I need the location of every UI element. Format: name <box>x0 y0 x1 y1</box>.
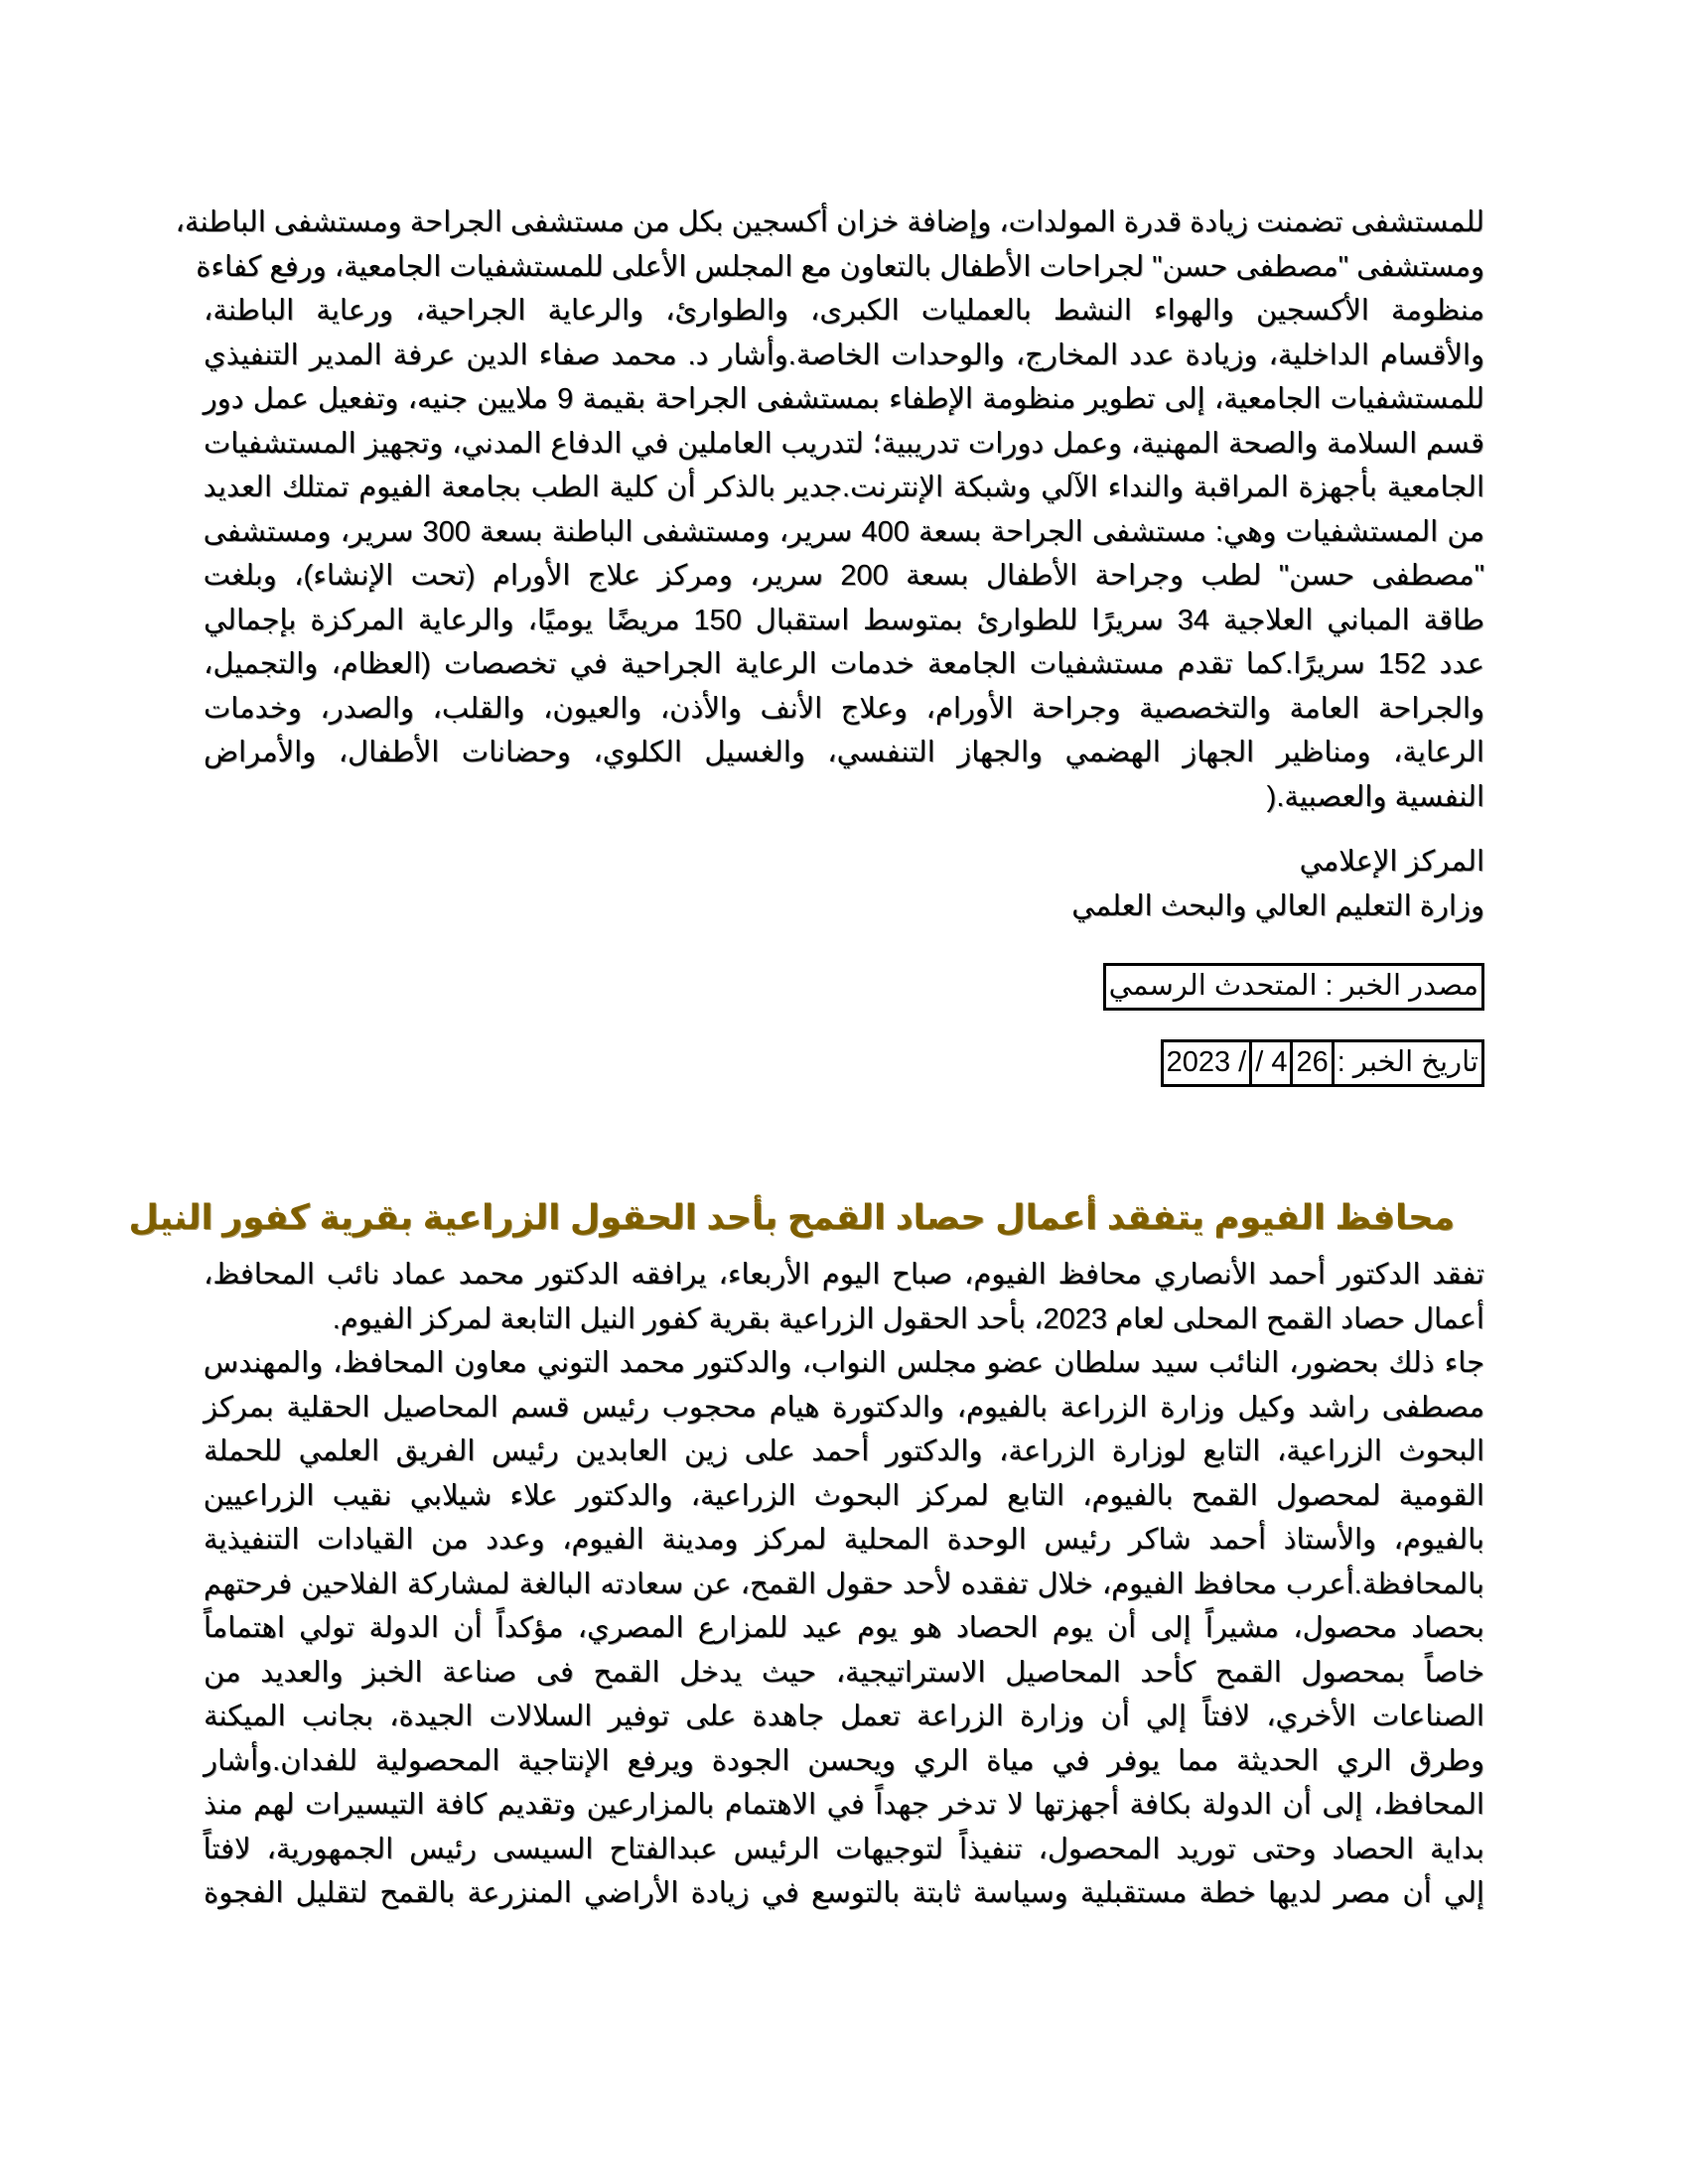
news-date-month: / 4 <box>1249 1039 1293 1087</box>
body-line: "مصطفى حسن" لطب وجراحة الأطفال بسعة 200 سرير، ومركز علاج الأورام (تحت الإنشاء)، وبلغت <box>203 560 1484 592</box>
body-line: خاصاً بمحصول القمح كأحد المحاصيل الاستراتيجية، حيث يدخل القمح فى صناعة الخبز والعديد من <box>204 1656 1484 1689</box>
signature-media-center: المركز الإعلامي <box>1299 846 1484 878</box>
body-line: قسم السلامة والصحة المهنية، وعمل دورات تدريبية؛ لتدريب العاملين في الدفاع المدني، وتجهيز المستشفيات <box>204 427 1484 460</box>
body-line: المحافظ، إلى أن الدولة بكافة أجهزتها لا تدخر جهداً في الاهتمام بالمزارعين وتقديم كافة التيسيرات لهم منذ <box>204 1789 1484 1821</box>
body-line: الصناعات الأخري، لافتاً إلي أن وزارة الزراعة تعمل جاهدة على توفير السلالات الجيدة، بجانب الميكنة <box>204 1701 1484 1732</box>
body-line: إلي أن مصر لديها خطة مستقبلية وسياسة ثابتة بالتوسع في زيادة الأراضي المنزرعة بالقمح لتقليل الفجوة <box>204 1877 1484 1909</box>
document-page <box>128 0 1484 2184</box>
body-line: للمستشفى تضمنت زيادة قدرة المولدات، وإضافة خزان أكسجين بكل من مستشفى الجراحة ومستشفى الباطنة، <box>175 206 1484 238</box>
body-line: والأقسام الداخلية، وزيادة عدد المخارج، والوحدات الخاصة.وأشار د. محمد صفاء الدين عرفة المدير التنفيذي <box>204 339 1484 371</box>
signature-ministry: وزارة التعليم العالي والبحث العلمي <box>1071 890 1484 922</box>
news-date <box>1161 1039 1484 1087</box>
article-2-body <box>204 1253 1484 1916</box>
body-line: تفقد الدكتور أحمد الأنصاري محافظ الفيوم، صباح اليوم الأربعاء، يرافقه الدكتور محمد عماد نائب المحافظ، <box>204 1259 1484 1291</box>
body-line: أعمال حصاد القمح المحلى لعام 2023، بأحد الحقول الزراعية بقرية كفور النيل التابعة لمركز الفيوم. <box>332 1302 1484 1335</box>
body-line: منظومة الأكسجين والهواء النشط بالعمليات الكبرى، والطوارئ، والرعاية الجراحية، ورعاية الباطنة، <box>204 295 1484 327</box>
body-line: مصطفى راشد وكيل وزارة الزراعة بالفيوم، والدكتورة هيام محجوب رئيس قسم المحاصيل الحقلية بمركز <box>204 1391 1484 1424</box>
body-line: الرعاية، ومناظير الجهاز الهضمي والجهاز التنفسي، والغسيل الكلوي، وحضانات الأطفال، والأمراض <box>203 737 1484 768</box>
body-line: طاقة المباني العلاجية 34 سريرًا للطوارئ بمتوسط استقبال 150 مريضًا يوميًا، والرعاية المركزة بإجمالي <box>204 604 1484 636</box>
body-line: الجامعية بأجهزة المراقبة والنداء الآلي وشبكة الإنترنت.جدير بالذكر أن كلية الطب بجامعة الفيوم تمتلك العديد <box>203 472 1484 503</box>
news-date-year: 2023 / <box>1161 1039 1253 1087</box>
news-date-label: تاريخ الخبر : <box>1332 1039 1484 1087</box>
body-line: ومستشفى "مصطفى حسن" لجراحات الأطفال بالتعاون مع المجلس الأعلى للمستشفيات الجامعية، ورفع كفاءة <box>196 250 1484 283</box>
news-source-box: مصدر الخبر : المتحدث الرسمي <box>1103 963 1484 1011</box>
body-line: عدد 152 سريرًا.كما تقدم مستشفيات الجامعة خدمات الرعاية الجراحية في تخصصات (العظام، والتجميل، <box>204 648 1484 680</box>
news-source <box>1103 963 1484 1011</box>
body-line: القومية لمحصول القمح بالفيوم، التابع لمركز البحوث الزراعية، والدكتور علاء شيلابي نقيب الزراعيين <box>203 1479 1484 1512</box>
body-line: بالفيوم، والأستاذ أحمد شاكر رئيس الوحدة المحلية لمركز ومدينة الفيوم، وعدد من القيادات التنفيذية <box>203 1524 1484 1556</box>
body-line: للمستشفيات الجامعية، إلى تطوير منظومة الإطفاء بمستشفى الجراحة بقيمة 9 ملايين جنيه، وتفعيل عمل دور <box>203 383 1484 415</box>
body-line: بالمحافظة.أعرب محافظ الفيوم، خلال تفقده لأحد حقول القمح، عن سعادته البالغة لمشاركة الفلاحين فرحتهم <box>203 1568 1484 1600</box>
news-date-day: 26 <box>1290 1039 1334 1087</box>
body-line: من المستشفيات وهي: مستشفى الجراحة بسعة 400 سرير، ومستشفى الباطنة بسعة 300 سرير، ومستشفى <box>203 515 1484 548</box>
article-2-title: محافظ الفيوم يتفقد أعمال حصاد القمح بأحد الحقول الزراعية بقرية كفور النيل <box>128 1198 1455 1237</box>
body-line: والجراحة العامة والتخصصية وجراحة الأورام، وعلاج الأنف والأذن، والعيون، والقلب، والصدر، وخدمات <box>204 692 1484 725</box>
body-line: بداية الحصاد وحتى توريد المحصول، تنفيذاً لتوجيهات الرئيس عبدالفتاح السيسى رئيس الجمهورية، لافتاً <box>203 1833 1484 1865</box>
body-line: النفسية والعصبية.( <box>1266 780 1484 813</box>
body-line: وطرق الري الحديثة مما يوفر في مياة الري ويحسن الجودة ويرفع الإنتاجية المحصولية للفدان.وأشار <box>203 1744 1484 1777</box>
body-line: بحصاد محصول، مشيراً إلى أن يوم الحصاد هو يوم عيد للمزارع المصري، مؤكداً أن الدولة تولي اهتماماً <box>203 1612 1484 1644</box>
body-line: البحوث الزراعية، التابع لوزارة الزراعة، والدكتور أحمد على زين العابدين رئيس الفريق العلمي للحملة <box>204 1435 1484 1467</box>
article-1-body <box>175 201 1484 819</box>
body-line: جاء ذلك بحضور، النائب سيد سلطان عضو مجلس النواب، والدكتور محمد التوني معاون المحافظ، والمهندس <box>203 1347 1484 1379</box>
